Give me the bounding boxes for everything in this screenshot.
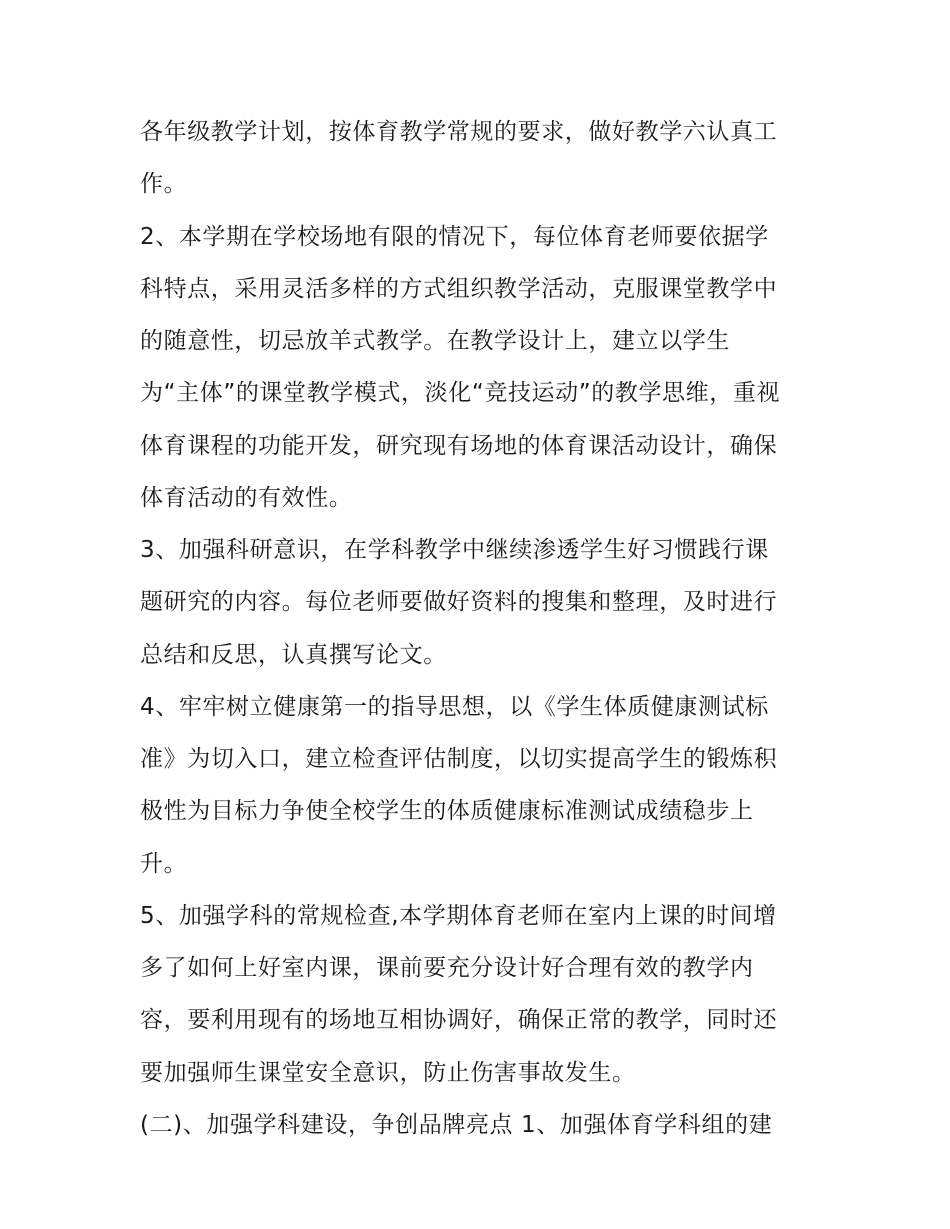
text-line-13: 准》为切入口，建立检查评估制度，以切实提高学生的锻炼积 <box>140 746 778 772</box>
text-line-14: 极性为目标力争使全校学生的体质健康标准测试成绩稳步上 <box>140 798 754 825</box>
text-line-15: 升。 <box>140 850 188 877</box>
text-line-7: 体育课程的功能开发，研究现有场地的体育课活动设计，确保 <box>140 432 778 459</box>
text-line-12: 4、牢牢树立健康第一的指导思想，以《学生体质健康测试标 <box>140 693 769 720</box>
text-line-5: 的随意性，切忌放羊式教学。在教学设计上，建立以学生 <box>140 328 730 354</box>
text-line-3: 2、本学期在学校场地有限的情况下，每位体育老师要依据学 <box>140 223 769 250</box>
text-line-6: 为“主体”的课堂教学模式，淡化“竞技运动”的教学思维，重视 <box>140 380 781 407</box>
text-line-8: 体育活动的有效性。 <box>140 484 353 511</box>
text-line-11: 总结和反思，认真撰写论文。 <box>140 641 447 668</box>
text-line-19: 要加强师生课堂安全意识，防止伤害事故发生。 <box>140 1059 636 1086</box>
text-line-9: 3、加强科研意识，在学科教学中继续渗透学生好习惯践行课 <box>140 537 769 563</box>
text-line-10: 题研究的内容。每位老师要做好资料的搜集和整理，及时进行 <box>140 589 778 616</box>
text-line-4: 科特点，采用灵活多样的方式组织教学活动，克服课堂教学中 <box>140 275 778 302</box>
text-line-18: 容，要利用现有的场地互相协调好，确保正常的教学，同时还 <box>140 1007 778 1034</box>
text-line-17: 多了如何上好室内课，课前要充分设计好合理有效的教学内 <box>140 955 754 981</box>
body-text <box>140 106 820 1151</box>
text-line-2: 作。 <box>140 171 188 198</box>
text-line-20: (二)、加强学科建设，争创品牌亮点 1、加强体育学科组的建 <box>140 1111 773 1138</box>
text-line-1: 各年级教学计划，按体育教学常规的要求，做好教学六认真工 <box>140 119 778 145</box>
text-line-16: 5、加强学科的常规检查,本学期体育老师在室内上课的时间增 <box>140 902 777 929</box>
